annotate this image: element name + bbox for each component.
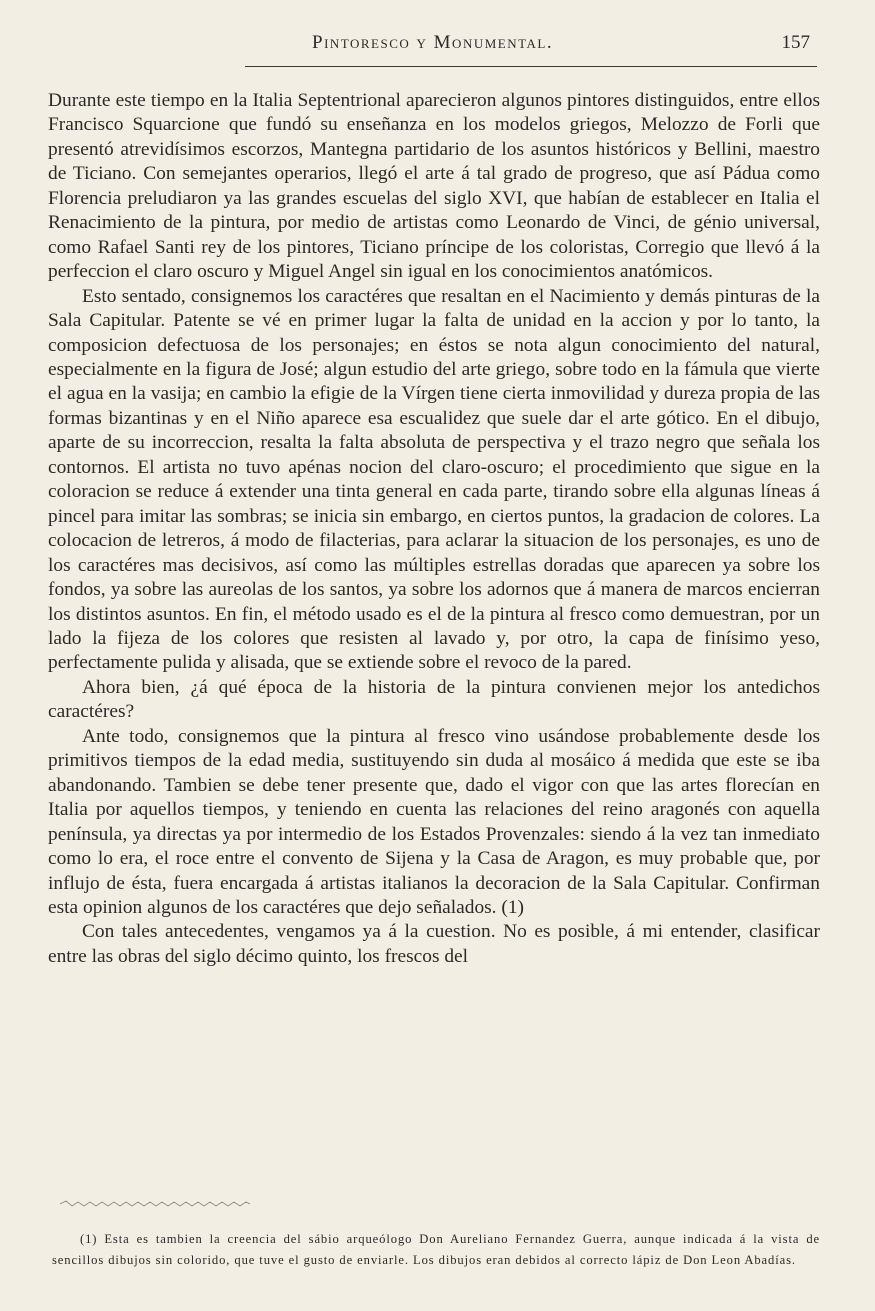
footnote: (1) Esta es tambien la creencia del sábio arqueólogo Don Aureliano Fernandez Guerra, aunque indicada á la vista de sencillos dibujos sin colorido, que tuve el gusto de enviarle. Los dibujos eran debidos al correcto lápiz de Don Leon Abadías. [52, 1232, 820, 1267]
paragraph: Esto sentado, consignemos los caractéres que resaltan en el Nacimiento y demás pinturas de la Sala Capitular. Patente se vé en primer lugar la falta de unidad en la accion y por lo tanto, la composicion defectuosa de los personajes; en éstos se nota algun conocimiento del natural, especialmente en la figura de José; algun estudio del arte griego, sobre todo en la fámula que vierte el agua en la vasija; en cambio la efigie de la Vírgen tiene cierta inmovilidad y dureza propia de las formas bizantinas y en el Niño aparece esa escualidez que suele dar el arte gótico. En el dibujo, aparte de su incorreccion, resalta la falta absoluta de perspectiva y el trazo negro que señala los contornos. El artista no tuvo apénas nocion del claro-oscuro; el procedimiento que sigue en la coloracion se reduce á extender una tinta general en cada parte, tirando sobre ella algunas líneas á pincel para imitar las sombras; se inicia sin embargo, en ciertos puntos, la gradacion de colores. La colocacion de letreros, á modo de filacterias, para aclarar la situacion de los personajes, es uno de los caractéres mas decisivos, así como las múltiples estrellas doradas que aparecen ya sobre los fondos, ya sobre las aureolas de los santos, ya sobre los adornos que á manera de marcos encierran los distintos asuntos. En fin, el método usado es el de la pintura al fresco como demuestran, por un lado la fijeza de los colores que resisten al lavado y, por otro, la capa de finísimo yeso, perfectamente pulida y alisada, que se extiende sobre el revoco de la pared. [48, 285, 820, 674]
paragraph: Ante todo, consignemos que la pintura al fresco vino usándose probablemente desde los primitivos tiempos de la edad media, sustituyendo sin duda al mosáico á medida que este se iba abandonando. Tambien se debe tener presente que, dado el vigor con que las artes florecían en Italia por aquellos tiempos, y teniendo en cuenta las relaciones del reino aragonés con aquella península, ya directas ya por intermedio de los Estados Provenzales: siendo á la vez tan inmediato como lo era, el roce entre el convento de Sijena y la Casa de Aragon, es muy probable que, por influjo de ésta, fuera encargada á artistas italianos la decoracion de la Sala Capitular. Confirman esta opinion algunos de los caractéres que dejo señalados. (1) [48, 725, 820, 918]
running-title: Pintoresco y Monumental. [312, 32, 554, 53]
page-number: 157 [781, 32, 810, 53]
paragraph: Ahora bien, ¿á qué época de la historia de la pintura convienen mejor los antedichos caractéres? [48, 676, 820, 723]
paragraph: Con tales antecedentes, vengamos ya á la cuestion. No es posible, á mi entender, clasificar entre las obras del siglo décimo quinto, los frescos del [48, 921, 820, 967]
running-head [290, 30, 810, 60]
body-text [48, 89, 820, 969]
footnote-divider [60, 1200, 250, 1208]
paragraph: Durante este tiempo en la Italia Septentrional aparecieron algunos pintores distinguidos, entre ellos Francisco Squarcione que fundó su enseñanza en los modelos griegos, Melozzo de Forli que presentó atrevidísimos escorzos, Mantegna partidario de los asuntos históricos y Bellini, maestro de Ticiano. Con semejantes operarios, llegó el arte á tal grado de progreso, que así Pádua como Florencia preludiaron ya las grandes escuelas del siglo XVI, que habían de establecer en Italia el Renacimiento de la pintura, por medio de artistas como Leonardo de Vinci, de génio universal, como Rafael Santi rey de los pintores, Ticiano príncipe de los coloristas, Corregio que llevó á la perfeccion el claro oscuro y Miguel Angel sin igual en los conocimientos anatómicos. [48, 90, 820, 283]
header-rule [245, 66, 817, 67]
